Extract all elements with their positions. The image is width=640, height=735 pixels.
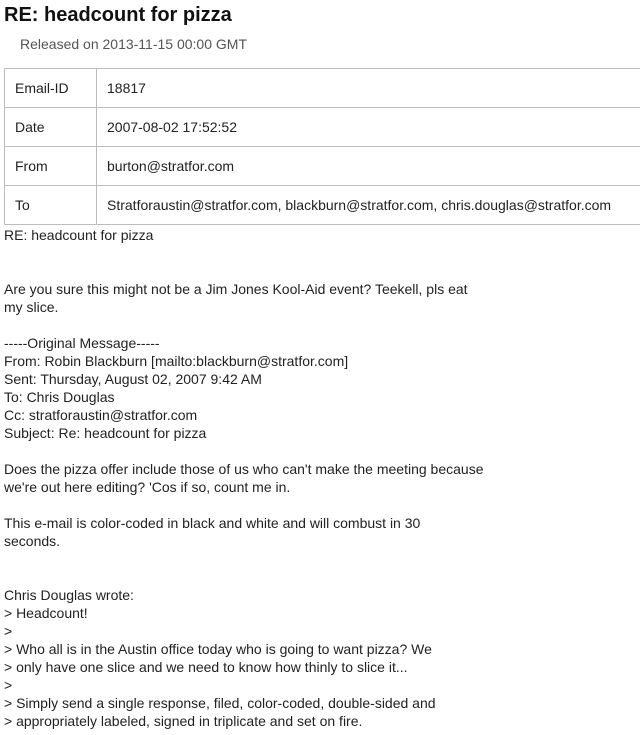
to-value: Stratforaustin@stratfor.com, blackburn@stratfor.com, chris.douglas@stratfor.com [97,186,640,225]
release-date: Released on 2013-11-15 00:00 GMT [20,36,247,52]
date-value: 2007-08-02 17:52:52 [97,108,640,147]
email-body: RE: headcount for pizza Are you sure this might not be a Jim Jones Kool-Aid event? Teekell, pls eat my slice. -----Original Message----- From: Robin Blackburn [mailto:blackburn@stratfor.com] Sent: Thursday, August 02, 2007 9:42 AM To: Chris Douglas Cc: stratforaustin@stratfor.com Subject: Re: headcount for pizza Does the pizza offer include those of us who can't make the meeting because we're out here editing? 'Cos if so, count me in. This e-mail is color-coded in black and white and will combust in 30 seconds. Chris Douglas wrote: > Headcount! > > Who all is in the Austin office today who is going to want pizza? We > only have one slice and we need to know how thinly to slice it... > > Simply send a single response, filed, color-coded, double-sided and > appropriately labeled, signed in triplicate and set on fire. [4,227,484,729]
to-label: To [5,186,97,225]
metadata-row-email-id [5,69,640,108]
metadata-row-from [5,147,640,186]
email-metadata-table [4,68,640,225]
from-value: burton@stratfor.com [97,147,640,186]
metadata-row-to [5,186,640,225]
from-label: From [5,147,97,186]
email-id-value: 18817 [97,69,640,108]
date-label: Date [5,108,97,147]
metadata-row-date [5,108,640,147]
email-id-label: Email-ID [5,69,97,108]
email-title: RE: headcount for pizza [4,4,232,26]
